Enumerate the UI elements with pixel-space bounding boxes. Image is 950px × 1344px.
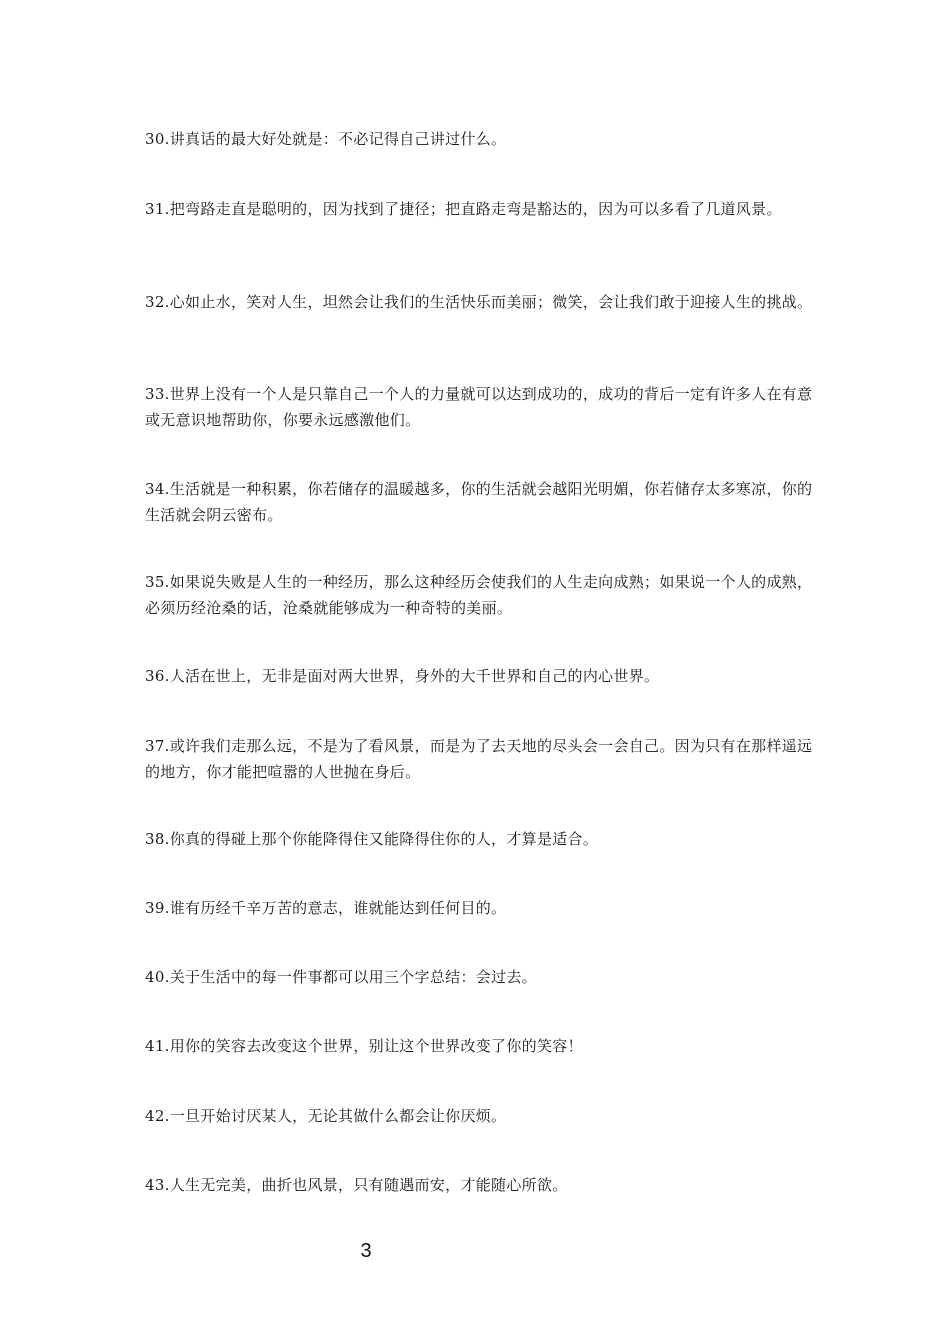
entry-43: 43.人生无完美，曲折也风景，只有随遇而安，才能随心所欲。	[145, 1176, 568, 1194]
entry-38: 38.你真的得碰上那个你能降得住又能降得住你的人，才算是适合。	[145, 830, 599, 848]
page-number: 3	[360, 1240, 372, 1262]
entry-31: 31.把弯路走直是聪明的，因为找到了捷径；把直路走弯是豁达的，因为可以多看了几道风景。	[145, 200, 782, 218]
entry-32: 32.心如止水，笑对人生，坦然会让我们的生活快乐而美丽；微笑，会让我们敢于迎接人生的挑战。	[145, 293, 813, 311]
entry-39: 39.谁有历经千辛万苦的意志，谁就能达到任何目的。	[145, 899, 507, 917]
entry-36: 36.人活在世上，无非是面对两大世界，身外的大千世界和自己的内心世界。	[145, 667, 660, 685]
entry-42: 42.一旦开始讨厌某人，无论其做什么都会让你厌烦。	[145, 1107, 507, 1125]
entry-41: 41.用你的笑容去改变这个世界，别让这个世界改变了你的笑容！	[145, 1037, 583, 1055]
entry-40: 40.关于生活中的每一件事都可以用三个字总结：会过去。	[145, 968, 537, 986]
entry-35: 35.如果说失败是人生的一种经历，那么这种经历会使我们的人生走向成熟；如果说一个人的成熟，必须历经沧桑的话，沧桑就能够成为一种奇特的美丽。	[145, 573, 813, 617]
entry-34: 34.生活就是一种积累，你若储存的温暖越多，你的生活就会越阳光明媚，你若储存太多寒凉，你的生活就会阴云密布。	[145, 480, 813, 524]
entry-30: 30.讲真话的最大好处就是：不必记得自己讲过什么。	[145, 130, 507, 148]
entry-37: 37.或许我们走那么远，不是为了看风景，而是为了去天地的尽头会一会自己。因为只有在那样遥远的地方，你才能把喧嚣的人世抛在身后。	[145, 737, 813, 781]
entry-33: 33.世界上没有一个人是只靠自己一个人的力量就可以达到成功的，成功的背后一定有许多人在有意或无意识地帮助你，你要永远感激他们。	[145, 385, 813, 429]
